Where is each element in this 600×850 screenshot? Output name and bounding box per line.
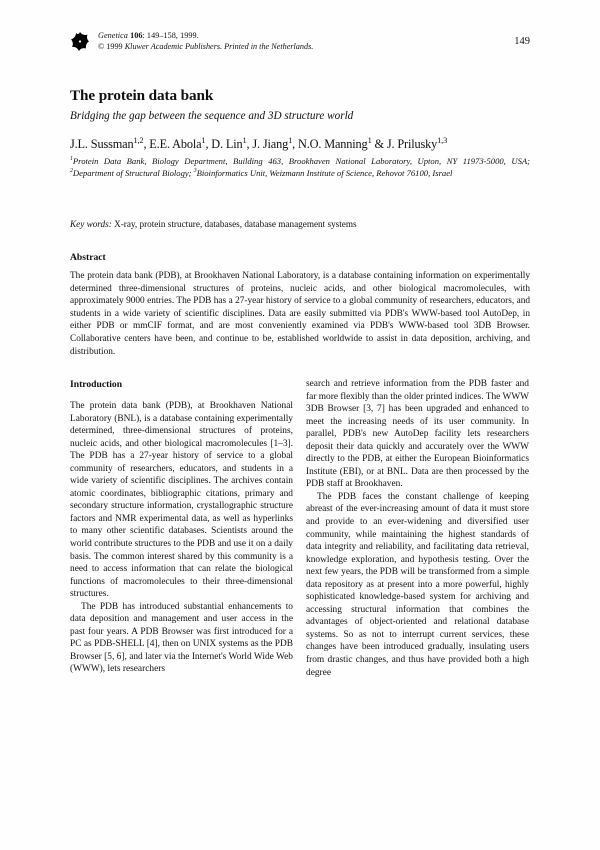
right-column — [306, 378, 529, 818]
article-title: The protein data bank — [70, 87, 214, 104]
left-column — [70, 378, 293, 818]
publisher-name: Kluwer Academic Publishers. — [124, 42, 223, 51]
article-subtitle: Bridging the gap between the sequence and 3D structure world — [70, 110, 354, 122]
paragraph: The protein data bank (PDB), at Brookhaven National Laboratory (BNL), is a database containing experimentally determined, three-dimensional structures of proteins, nucleic acids, and other biological macromolecules [1–3]. The PDB has a 27-year history of service to a global community of researchers, educators, and students in a wide variety of scientific disciplines. The archives contain atomic coordinates, bibliographic citations, primary and secondary structure information, crystallographic structure factors and NMR experimental data, as well as hyperlinks to many other scientific databases. Scientists around the world contribute structures to the PDB and use it on a daily basis. The common interest shared by this community is a need to access information that can relate the biological functions of macromolecules to their three-dimensional structures. — [70, 401, 293, 600]
affiliation-list: $^1$Protein Data Bank, Biology Department, Building 463, Brookhaven National Laboratory, Upton, NY 11973-5000, USA; $^2$Department of Structural Biology; $^3$Bioinformatics Unit, Weizmann Institute of Science, Rehovot 76100, Israel — [70, 156, 530, 178]
kluwer-pinwheel-logo-icon — [70, 31, 90, 53]
masthead — [70, 30, 530, 64]
journal-citation-line — [98, 30, 199, 41]
keywords-label: Key words: — [70, 219, 112, 229]
title-block — [70, 86, 530, 180]
abstract-heading: Abstract — [70, 252, 106, 263]
paragraph: The PDB has introduced substantial enhancements to data deposition and management and user access in the past four years. A PDB Browser was first introduced for a PC as PDB-SHELL [4], then on UNIX systems as the PDB Browser [5, 6], and later via the Internet's World Wide Web (WWW), lets researchers — [70, 601, 293, 675]
section-heading-introduction: Introduction — [70, 379, 123, 390]
body-columns — [70, 378, 530, 818]
copyright-line — [98, 41, 313, 52]
keywords-line — [70, 218, 530, 231]
page-number: 149 — [514, 36, 530, 47]
journal-name: Genetica — [98, 31, 128, 40]
journal-pages-year: : 149–158, 1999. — [142, 31, 199, 40]
printed-in-note: Printed in the Netherlands. — [222, 42, 314, 51]
journal-volume: 106 — [130, 31, 143, 40]
copyright-symbol-year: © 1999 — [98, 42, 125, 51]
paragraph: The PDB faces the constant challenge of keeping abreast of the ever-increasing amount of data it must store and provide to an ever-widening and diversified user community, while maintaining the highest standards of data integrity and reliability, and facilitating data retrieval, knowledge exploration, and hypothesis testing. Over the next few years, the PDB will be transformed from a simple data repository as at present into a more powerful, highly sophisticated knowledge-based system for archiving and accessing structural information that combines the advantages of object-oriented and relational database systems. So as not to interrupt current services, these changes have been introduced gradually, insulating users from drastic changes, and thus have provided both a high degree — [306, 491, 529, 678]
keywords-values: X-ray, protein structure, databases, database management systems — [111, 219, 357, 229]
author-list: J.L. Sussman$^{1,2}$, E.E. Abola$^1$, D. Lin$^1$, J. Jiang$^1$, N.O. Manning$^1$ & J. Prilusky$^{1,3}$ — [70, 135, 448, 151]
paragraph: search and retrieve information from the PDB faster and far more flexibly than the older printed indices. The WWW 3DB Browser [3, 7] has been upgraded and enhanced to meet the increasing needs of its user community. In parallel, PDB's new AutoDep facility lets researchers deposit their data quickly and accurately over the WWW directly to the PDB, at either the European Bioinformatics Institute (EBI), or at BNL. Data are then processed by the PDB staff at Brookhaven. — [306, 379, 530, 490]
abstract-text: The protein data bank (PDB), at Brookhaven National Laboratory, is a database containing information on experimentally determined three-dimensional structures of proteins, nucleic acids, and other biological macromolecules, with approximately 9000 entries. The PDB has a 27-year history of service to a global community of researchers, educators, and students in a wide variety of scientific disciplines. Data are easily submitted via PDB's WWW-based tool AutoDep, in either PDB or mmCIF format, and are most conveniently examined via PDB's WWW-based tool 3DB Browser. Collaborative centers have been, and continue to be, established worldwide to assist in data deposition, archiving, and distribution. — [70, 271, 530, 357]
